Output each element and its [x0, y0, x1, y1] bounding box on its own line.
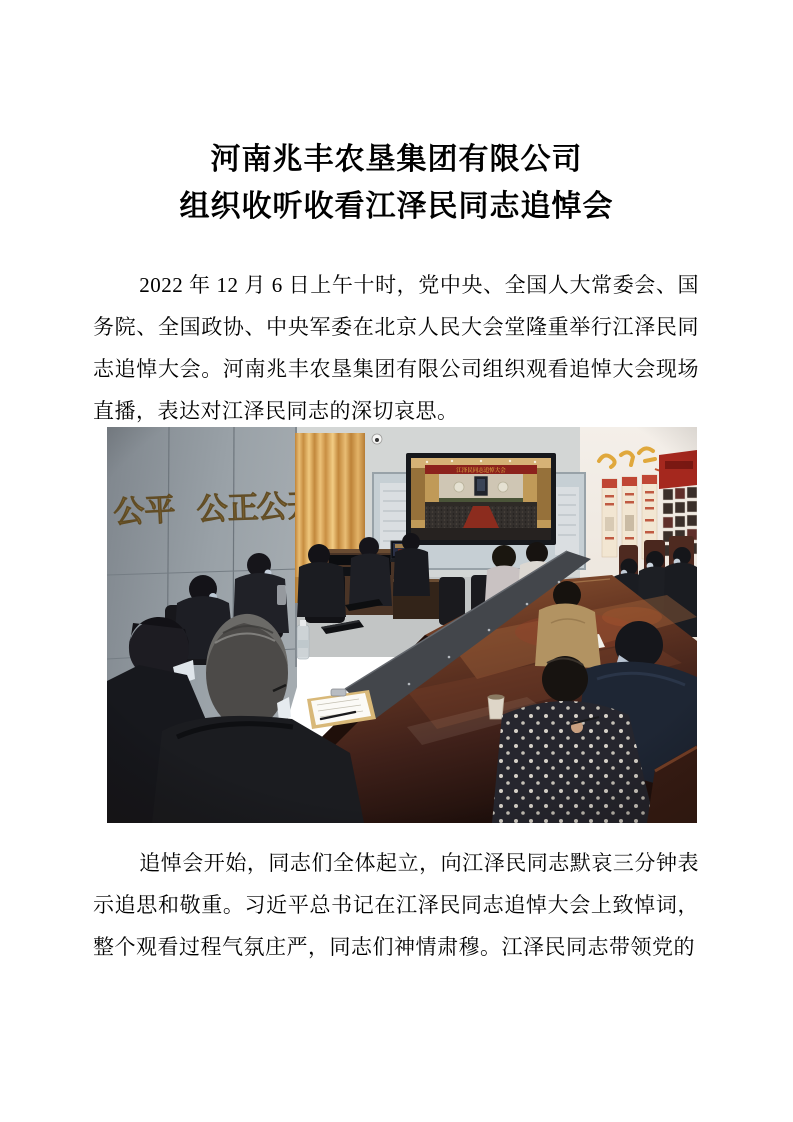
paragraph-closing: 追悼会开始，同志们全体起立，向江泽民同志默哀三分钟表示追思和敬重。习近平总书记在江泽民同志追悼大会上致悼词，整个观看过程气氛庄严，同志们神情肃穆。江泽民同志带领党的 [93, 851, 699, 959]
paragraph-intro: 2022 年 12 月 6 日上午十时，党中央、全国人大常委会、国务院、全国政协、中央军委在北京人民大会堂隆重举行江泽民同志追悼大会。河南兆丰农垦集团有限公司组织观看追悼大会现场直播，表达对江泽民同志的深切哀思。 [93, 273, 699, 423]
meeting-room-photo [107, 427, 697, 823]
doc-title-line1: 河南兆丰农垦集团有限公司 [210, 143, 583, 176]
photo-vignette [107, 427, 697, 823]
meeting-room-scene [107, 427, 697, 823]
doc-title-line2: 组织收听收看江泽民同志追悼会 [179, 190, 614, 223]
doc-title [0, 136, 793, 230]
